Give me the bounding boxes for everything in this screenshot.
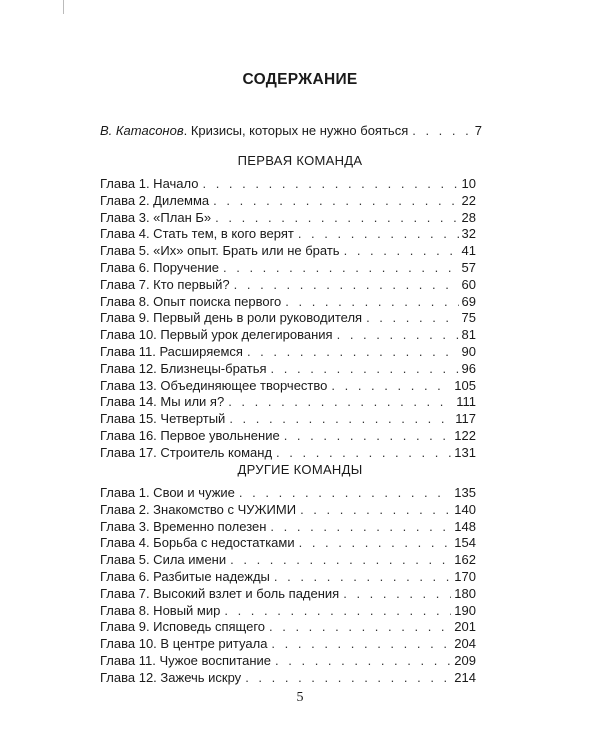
toc-entry-page: 41 [461,243,476,259]
toc-entry-label: Глава 13. Объединяющее творчество [100,377,328,393]
toc-entry-page: 140 [454,501,476,517]
toc-entry[interactable] [100,619,476,636]
dot-leader [229,411,452,428]
dot-leader [224,603,451,620]
dot-leader [213,193,458,210]
toc-entry[interactable] [100,519,476,536]
toc-entry-page: 7 [474,123,482,138]
dot-leader [274,569,451,586]
toc-entry-label: Глава 5. «Их» опыт. Брать или не брать [100,243,340,259]
intro-text: . Кризисы, которых не нужно бояться [183,123,409,138]
dot-leader [239,485,451,502]
toc-entry-label: Глава 1. Начало [100,176,199,191]
toc-entry-page: 170 [454,568,476,584]
toc-entry[interactable] [100,569,476,586]
toc-entry[interactable] [100,502,476,519]
toc-entry-page: 154 [454,535,476,551]
toc-entry-page: 22 [461,192,476,208]
toc-entry[interactable] [100,411,476,428]
page-title: СОДЕРЖАНИЕ [242,71,358,88]
dot-leader [412,123,472,140]
toc-entry-page: 57 [461,259,476,275]
section-heading-other-teams: ДРУГИЕ КОМАНДЫ [237,462,363,477]
toc-entry[interactable] [100,193,476,210]
dot-leader [234,277,459,294]
toc-entry[interactable] [100,394,476,411]
toc-entry-label: Глава 16. Первое увольнение [100,427,280,443]
toc-entry-label: Глава 2. Знакомство с ЧУЖИМИ [100,501,297,517]
toc-entry-page: 81 [461,327,476,343]
toc-entry-label: Глава 8. Опыт поиска первого [100,293,282,309]
dot-leader [276,445,451,462]
toc-entry-page: 214 [454,669,476,685]
toc-entry-label: Глава 8. Новый мир [100,602,221,618]
dot-leader [298,226,459,243]
toc-entry-label: Глава 4. Стать тем, в кого верят [100,226,294,242]
toc-entry[interactable] [100,445,476,462]
toc-entry-label: Глава 6. Разбитые надежды [100,568,270,584]
toc-list-other-teams [100,485,476,687]
toc-entry-label: Глава 12. Близнецы-братья [100,360,267,376]
toc-entry-page: 135 [454,485,476,500]
toc-entry-page: 117 [455,411,476,427]
toc-entry-label: Глава 9. Первый день в роли руководителя [100,310,363,326]
toc-entry-label: Глава 12. Зажечь искру [100,669,242,685]
toc-entry[interactable] [100,277,476,294]
toc-entry-label: Глава 7. Кто первый? [100,276,230,292]
dot-leader [270,519,451,536]
toc-entry-page: 180 [454,585,476,601]
toc-entry[interactable] [100,636,476,653]
toc-entry-page: 122 [454,427,476,443]
toc-entry-label: Глава 4. Борьба с недостатками [100,535,295,551]
toc-entry-page: 201 [454,619,476,635]
dot-leader [245,670,451,687]
toc-entry[interactable] [100,260,476,277]
intro-author: В. Катасонов [100,123,184,138]
dot-leader [271,636,451,653]
toc-entry-label: Глава 11. Чужое воспитание [100,652,272,668]
toc-entry-label: Глава 10. В центре ритуала [100,636,268,652]
toc-entry-page: 96 [461,360,476,376]
toc-entry-page: 131 [454,444,476,460]
toc-entry-page: 10 [461,176,476,191]
toc-entry-intro[interactable] [100,123,482,140]
toc-entry-label: Глава 5. Сила имени [100,552,227,568]
toc-entry-label: Глава 1. Свои и чужие [100,485,235,500]
dot-leader [215,210,458,227]
dot-leader [230,552,451,569]
toc-entry-page: 105 [454,377,476,393]
dot-leader [202,176,458,193]
toc-entry-label: Глава 10. Первый урок делегирования [100,327,333,343]
toc-entry[interactable] [100,586,476,603]
toc-entry[interactable] [100,485,476,502]
section-heading-first-team: ПЕРВАЯ КОМАНДА [237,153,363,168]
toc-entry-label: Глава 11. Расширяемся [100,343,243,359]
dot-leader [331,378,451,395]
toc-entry[interactable] [100,243,476,260]
toc-entry-page: 60 [461,276,476,292]
dot-leader [228,394,453,411]
toc-entry-label: Глава 17. Строитель команд [100,444,273,460]
dot-leader [337,327,459,344]
dot-leader [247,344,459,361]
toc-entry-label: Глава 6. Поручение [100,259,220,275]
toc-entry[interactable] [100,603,476,620]
toc-entry-label: Глава 3. Временно полезен [100,518,267,534]
toc-entry-label [100,123,408,140]
toc-entry-page: 69 [461,293,476,309]
toc-intro [100,123,482,140]
toc-entry[interactable] [100,176,476,193]
toc-entry[interactable] [100,310,476,327]
toc-list-first-team [100,176,476,462]
toc-entry-page: 209 [454,652,476,668]
dot-leader [344,243,459,260]
toc-entry[interactable] [100,535,476,552]
toc-entry[interactable] [100,428,476,445]
toc-entry-page: 204 [454,636,476,652]
toc-entry-page: 148 [454,518,476,534]
dot-leader [269,619,451,636]
dot-leader [223,260,459,277]
toc-entry-page: 190 [454,602,476,618]
dot-leader [366,310,458,327]
toc-entry[interactable] [100,361,476,378]
toc-entry[interactable] [100,327,476,344]
toc-entry[interactable] [100,670,476,687]
dot-leader [343,586,451,603]
toc-entry-label: Глава 15. Четвертый [100,411,226,427]
toc-entry[interactable] [100,344,476,361]
toc-entry-page: 75 [461,310,476,326]
dot-leader [299,535,452,552]
dot-leader [284,428,452,445]
toc-entry-label: Глава 14. Мы или я? [100,394,225,410]
dot-leader [300,502,451,519]
toc-entry-label: Глава 7. Высокий взлет и боль падения [100,585,340,601]
toc-entry[interactable] [100,210,476,227]
toc-entry-label: Глава 2. Дилемма [100,192,210,208]
toc-entry[interactable] [100,226,476,243]
toc-entry-label: Глава 9. Исповедь спящего [100,619,266,635]
toc-entry[interactable] [100,653,476,670]
dot-leader [285,294,458,311]
toc-entry-label: Глава 3. «План Б» [100,209,212,225]
toc-entry[interactable] [100,552,476,569]
dot-leader [271,361,459,378]
toc-entry-page: 162 [454,552,476,568]
toc-entry-page: 90 [461,343,476,359]
toc-entry-page: 28 [461,209,476,225]
scan-mark [63,0,64,14]
toc-entry-page: 111 [456,394,476,410]
toc-entry-page: 32 [461,226,476,242]
toc-entry[interactable] [100,378,476,395]
toc-entry[interactable] [100,294,476,311]
dot-leader [275,653,451,670]
page-number: 5 [296,690,304,705]
